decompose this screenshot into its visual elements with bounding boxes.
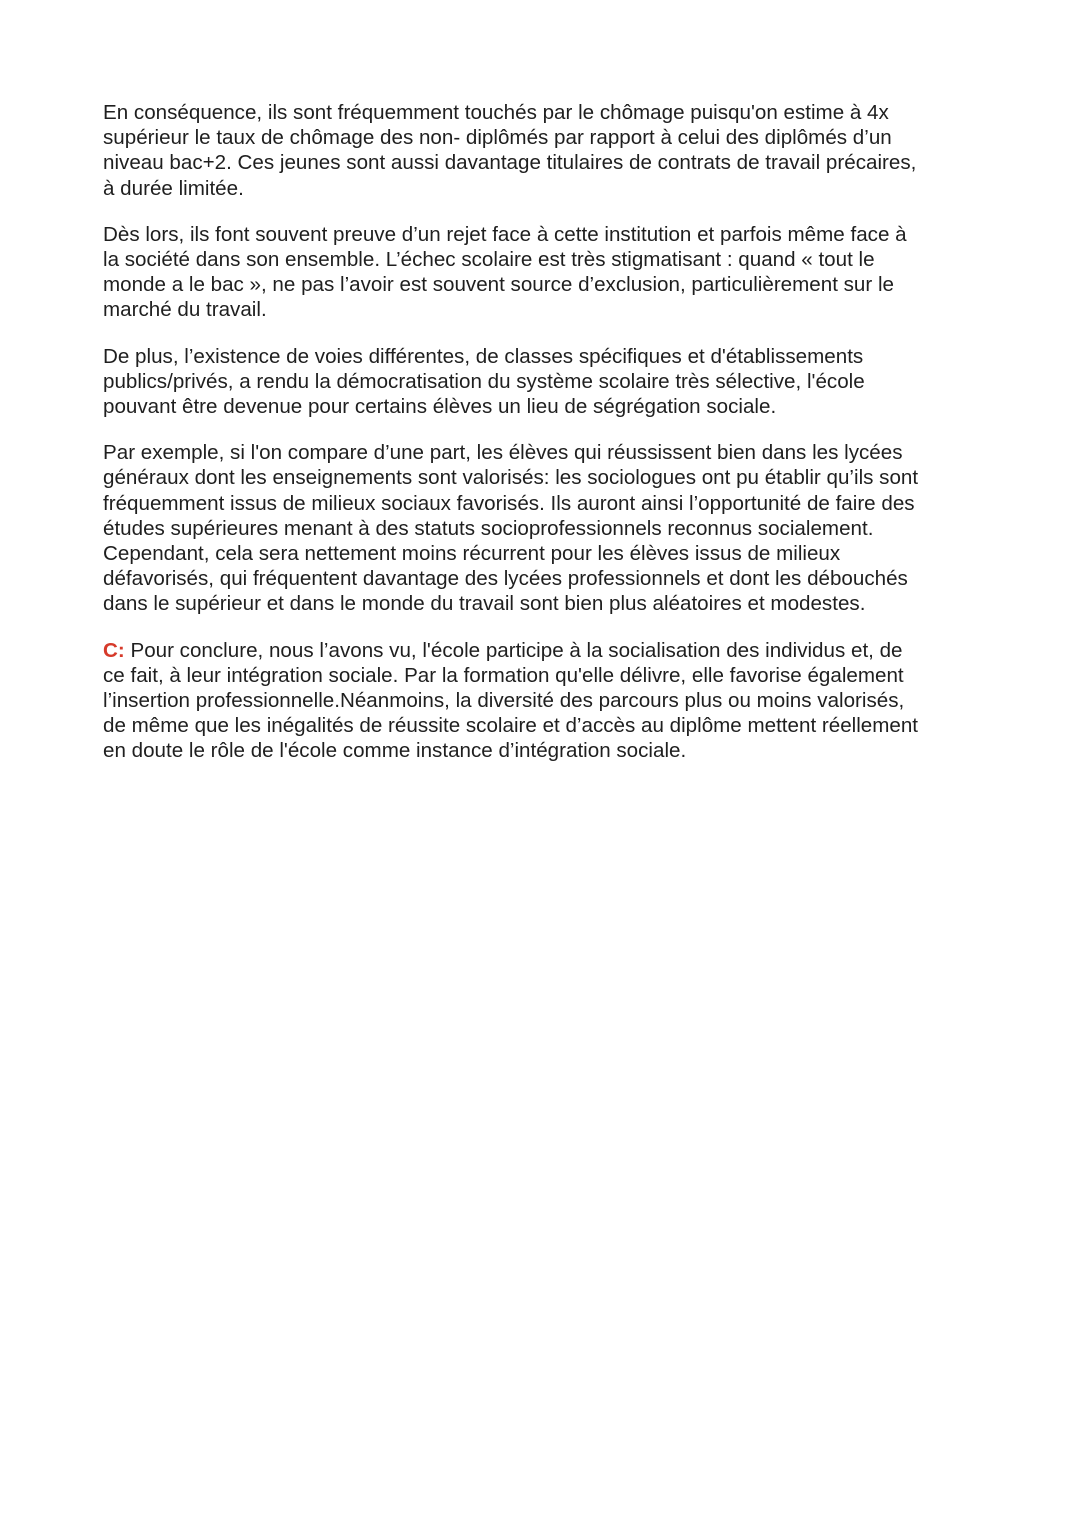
text-line: dans le supérieur et dans le monde du travail sont bien plus aléatoires et modestes.	[103, 592, 866, 616]
text-line: défavorisés, qui fréquentent davantage des lycées professionnels et dont les débouchés	[103, 567, 908, 591]
text-line: généraux dont les enseignements sont valorisés: les sociologues ont pu établir qu’ils sont	[103, 466, 919, 490]
text-line: supérieur le taux de chômage des non- diplômés par rapport à celui des diplômés d’un	[103, 126, 892, 150]
conclusion-label: C:	[103, 638, 125, 662]
text-line: Cependant, cela sera nettement moins récurrent pour les élèves issus de milieux	[103, 542, 841, 566]
text-line: marché du travail.	[103, 298, 267, 322]
text-line: fréquemment issus de milieux sociaux favorisés. Ils auront ainsi l’opportunité de faire des	[103, 491, 915, 515]
paragraph-voies	[103, 344, 983, 420]
text-line: niveau bac+2. Ces jeunes sont aussi davantage titulaires de contrats de travail précaires,	[103, 151, 917, 175]
conclusion-first-line: Pour conclure, nous l’avons vu, l'école participe à la socialisation des individus et, de	[124, 638, 903, 662]
text-line: de même que les inégalités de réussite scolaire et d’accès au diplôme mettent réellement	[103, 714, 919, 738]
paragraph-conclusion	[103, 638, 983, 764]
text-line: Dès lors, ils font souvent preuve d’un rejet face à cette institution et parfois même face à	[103, 222, 907, 246]
text-line: à durée limitée.	[103, 176, 244, 200]
text-line: monde a le bac », ne pas l’avoir est souvent source d’exclusion, particulièrement sur le	[103, 273, 894, 297]
text-line: ce fait, à leur intégration sociale. Par la formation qu'elle délivre, elle favorise également	[103, 663, 904, 687]
text-line: En conséquence, ils sont fréquemment touchés par le chômage puisqu'on estime à 4x	[103, 101, 889, 124]
document-body	[103, 100, 983, 785]
text-line: pouvant être devenue pour certains élèves un lieu de ségrégation sociale.	[103, 395, 777, 419]
text-line: publics/privés, a rendu la démocratisation du système scolaire très sélective, l'école	[103, 369, 865, 393]
text-line	[103, 638, 983, 663]
text-line: l’insertion professionnelle.Néanmoins, la diversité des parcours plus ou moins valorisés,	[103, 689, 905, 713]
paragraph-consequence	[103, 100, 983, 201]
text-line: la société dans son ensemble. L’échec scolaire est très stigmatisant : quand « tout le	[103, 248, 875, 272]
text-line: De plus, l’existence de voies différentes, de classes spécifiques et d'établissements	[103, 344, 864, 368]
text-line: en doute le rôle de l'école comme instance d’intégration sociale.	[103, 739, 687, 763]
text-line: études supérieures menant à des statuts socioprofessionnels reconnus socialement.	[103, 516, 874, 540]
paragraph-exemple	[103, 440, 983, 616]
paragraph-rejet	[103, 222, 983, 323]
text-line: Par exemple, si l'on compare d’une part, les élèves qui réussissent bien dans les lycées	[103, 441, 903, 465]
